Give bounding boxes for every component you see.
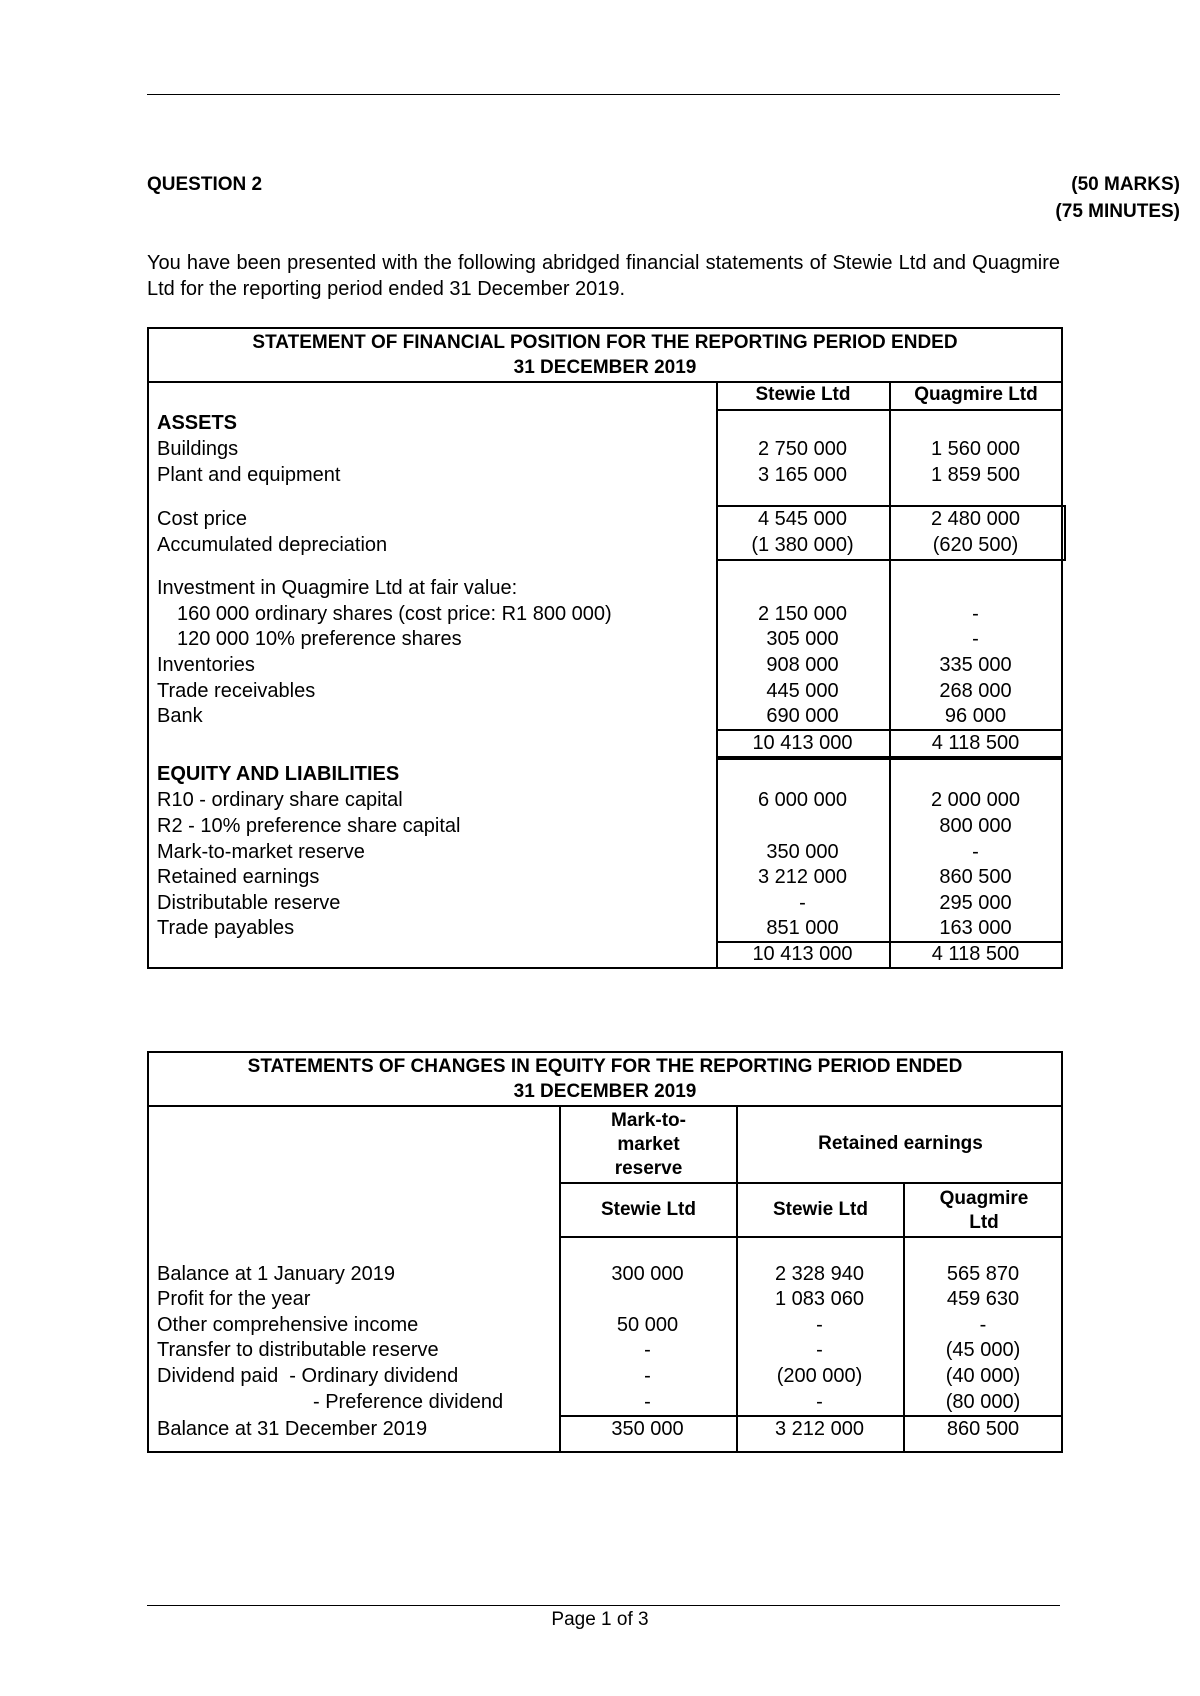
row-value: 908 000 xyxy=(766,654,839,676)
row-value: 335 000 xyxy=(939,654,1012,676)
row-value: 800 000 xyxy=(939,815,1012,837)
soce-row-value: 1 083 060 xyxy=(775,1288,864,1310)
row-value: 1 560 000 xyxy=(931,438,1020,460)
sofp-title-line1: STATEMENT OF FINANCIAL POSITION FOR THE REPORTING PERIOD ENDED xyxy=(252,332,958,353)
sofp-col-quagmire: Quagmire Ltd xyxy=(914,384,1038,405)
row-value: - xyxy=(972,603,979,625)
question-minutes: (75 MINUTES) xyxy=(1055,201,1180,222)
soce-row-value: (200 000) xyxy=(776,1365,863,1387)
row-value: 6 000 000 xyxy=(758,789,847,811)
soce-row-value: 50 000 xyxy=(616,1314,679,1336)
soce-sub-quagmire xyxy=(905,1187,1063,1235)
row-value: 2 000 000 xyxy=(931,789,1020,811)
soce-head-divider xyxy=(559,1182,1063,1184)
soce-row-value: (40 000) xyxy=(945,1365,1021,1387)
row-label: Retained earnings xyxy=(157,866,320,888)
question-marks: (50 MARKS) xyxy=(1071,174,1180,195)
row-value: - xyxy=(972,628,979,650)
soce-row-label: Balance at 1 January 2019 xyxy=(157,1263,395,1285)
equity-total-stewie: 10 413 000 xyxy=(752,943,853,965)
soce-closing-mtm: 350 000 xyxy=(611,1418,684,1440)
soce-row-label: Other comprehensive income xyxy=(157,1314,419,1336)
soce-row-value: - xyxy=(644,1339,651,1361)
row-label: Distributable reserve xyxy=(157,892,341,914)
equity-total-quagmire: 4 118 500 xyxy=(931,943,1020,965)
soce-row-label: Profit for the year xyxy=(157,1288,311,1310)
soce-row-label: - Preference dividend xyxy=(313,1391,504,1413)
soce-sub-quagmire-line1: Quagmire xyxy=(939,1188,1029,1209)
row-label: R2 - 10% preference share capital xyxy=(157,815,461,837)
equity-heading: EQUITY AND LIABILITIES xyxy=(157,763,400,785)
sofp-title xyxy=(147,327,1063,380)
row-value: 305 000 xyxy=(766,628,839,650)
question-title: QUESTION 2 xyxy=(147,174,263,195)
soce-mtm-head-line1: Mark-to- xyxy=(611,1110,686,1131)
soce-mtm-head xyxy=(561,1109,736,1181)
soce-mtm-head-line3: reserve xyxy=(614,1158,683,1179)
row-value: 851 000 xyxy=(766,917,839,939)
soce-closing-label: Balance at 31 December 2019 xyxy=(157,1418,428,1440)
assets-total-quagmire: 4 118 500 xyxy=(931,732,1020,754)
row-value: - xyxy=(799,892,806,914)
soce-row-value: - xyxy=(816,1339,823,1361)
row-value: 3 165 000 xyxy=(758,464,847,486)
soce-row-value: - xyxy=(644,1391,651,1413)
row-value: 860 500 xyxy=(939,866,1012,888)
assets-total-stewie: 10 413 000 xyxy=(752,732,853,754)
soce-sub-stewie-re: Stewie Ltd xyxy=(772,1199,868,1220)
row-label: Plant and equipment xyxy=(157,464,341,486)
sofp-table xyxy=(147,327,1063,969)
row-label: Mark-to-market reserve xyxy=(157,841,365,863)
row-value: 2 150 000 xyxy=(758,603,847,625)
row-value: 96 000 xyxy=(944,705,1007,727)
row-label: Cost price xyxy=(157,508,248,530)
assets-total-bottom xyxy=(716,756,1063,760)
row-value: 2 480 000 xyxy=(931,508,1020,530)
row-value: - xyxy=(972,841,979,863)
soce-row-value: - xyxy=(816,1391,823,1413)
row-value: 690 000 xyxy=(766,705,839,727)
soce-re-head: Retained earnings xyxy=(818,1133,983,1154)
soce-row-value: 459 630 xyxy=(946,1288,1020,1310)
row-value: 350 000 xyxy=(766,841,839,863)
sofp-title-line2: 31 DECEMBER 2019 xyxy=(513,357,697,378)
page-number: Page 1 of 3 xyxy=(551,1609,649,1630)
soce-row-label: Dividend paid - Ordinary dividend xyxy=(157,1365,459,1387)
footer-rule xyxy=(147,1605,1060,1606)
soce-mtm-head-line2: market xyxy=(617,1134,680,1155)
row-value: 163 000 xyxy=(939,917,1012,939)
sofp-colhead-underline xyxy=(716,409,1063,411)
soce-row-label: Transfer to distributable reserve xyxy=(157,1339,439,1361)
soce-title xyxy=(147,1051,1063,1104)
soce-row-value: (80 000) xyxy=(945,1391,1021,1413)
soce-row-value: - xyxy=(979,1314,987,1336)
header-rule xyxy=(147,94,1060,95)
row-value: 295 000 xyxy=(939,892,1012,914)
soce-row-value: - xyxy=(644,1365,651,1387)
row-value: (620 500) xyxy=(932,534,1019,556)
row-label: Trade payables xyxy=(157,917,295,939)
sofp-col-stewie: Stewie Ltd xyxy=(755,384,851,405)
soce-closing-quagmire: 860 500 xyxy=(946,1418,1020,1440)
soce-row-value: 300 000 xyxy=(611,1263,684,1285)
row-label: Accumulated depreciation xyxy=(157,534,388,556)
row-value: 3 212 000 xyxy=(758,866,847,888)
row-label: Trade receivables xyxy=(157,680,316,702)
soce-row-value: (45 000) xyxy=(945,1339,1021,1361)
row-label: 160 000 ordinary shares (cost price: R1 800 000) xyxy=(177,603,612,625)
soce-row-value: 2 328 940 xyxy=(775,1263,864,1285)
row-value: 2 750 000 xyxy=(758,438,847,460)
row-value: 268 000 xyxy=(939,680,1012,702)
assets-heading: ASSETS xyxy=(157,412,238,434)
soce-closing-stewie: 3 212 000 xyxy=(775,1418,864,1440)
sofp-title-divider xyxy=(147,381,1063,383)
row-label: Buildings xyxy=(157,438,239,460)
row-value: 4 545 000 xyxy=(758,508,847,530)
row-value: (1 380 000) xyxy=(751,534,854,556)
soce-table xyxy=(147,1051,1063,1453)
soce-row-value: 565 870 xyxy=(946,1263,1020,1285)
soce-sub-quagmire-line2: Ltd xyxy=(969,1212,999,1233)
soce-row-value: - xyxy=(816,1314,823,1336)
intro-paragraph: You have been presented with the following abridged financial statements of Stewie Ltd and Quagmire Ltd for the reporting period ended 31 December 2019. xyxy=(147,252,1060,300)
soce-sub-stewie-mtm: Stewie Ltd xyxy=(600,1199,696,1220)
soce-title-line2: 31 DECEMBER 2019 xyxy=(513,1081,697,1102)
row-value: 1 859 500 xyxy=(931,464,1020,486)
soce-subhead-underline xyxy=(559,1236,1063,1238)
row-label: 120 000 10% preference shares xyxy=(177,628,462,650)
row-value: 445 000 xyxy=(766,680,839,702)
soce-title-line1: STATEMENTS OF CHANGES IN EQUITY FOR THE REPORTING PERIOD ENDED xyxy=(247,1056,963,1077)
row-label: Inventories xyxy=(157,654,255,676)
row-label: Investment in Quagmire Ltd at fair value: xyxy=(157,577,518,599)
soce-title-divider xyxy=(147,1105,1063,1107)
row-label: R10 - ordinary share capital xyxy=(157,789,403,811)
row-label: Bank xyxy=(157,705,203,727)
